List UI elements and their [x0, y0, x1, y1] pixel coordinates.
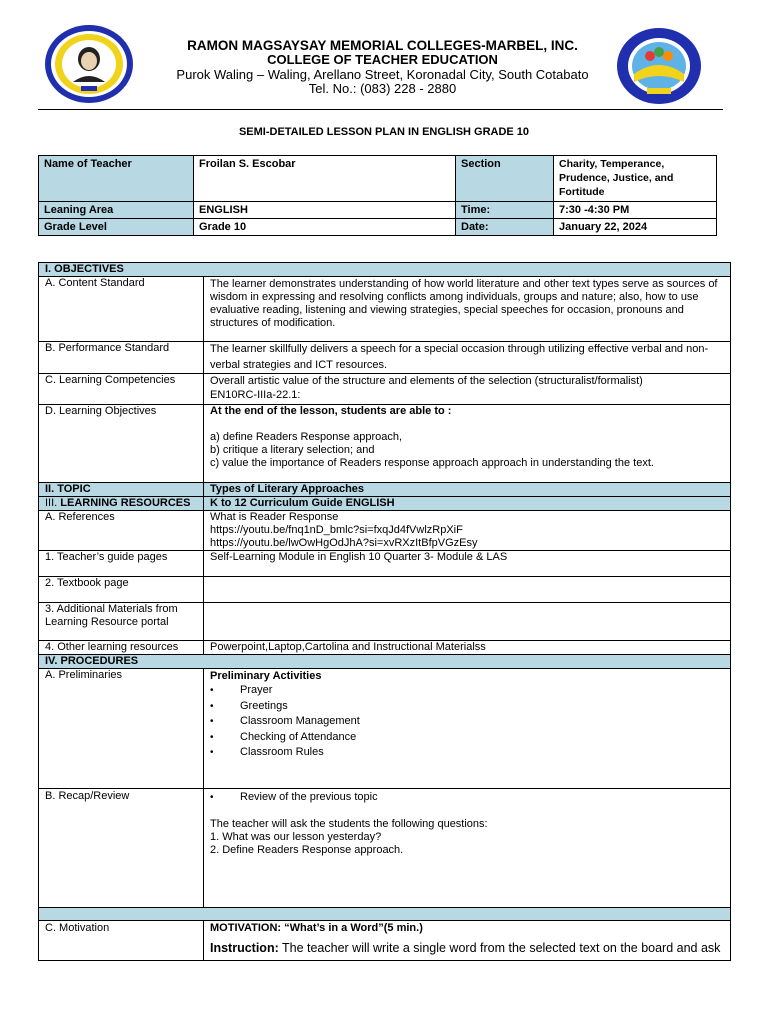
list-item: • Classroom Management	[210, 714, 724, 730]
list-item: • Prayer	[210, 683, 724, 699]
objectives-heading: I. OBJECTIVES	[39, 263, 731, 277]
recap-label: B. Recap/Review	[39, 789, 204, 908]
motivation-cell	[204, 921, 731, 961]
competencies-text: Overall artistic value of the structure and elements of the selection (structuralist/formalist)	[210, 375, 643, 387]
teacher-name: Froilan S. Escobar	[194, 156, 456, 202]
recap-list	[210, 790, 724, 806]
references-cell	[204, 511, 731, 551]
procedures-heading: IV. PROCEDURES	[39, 655, 731, 669]
area-label: Leaning Area	[39, 202, 194, 219]
instruction-text: The teacher will write a single word from the selected text on the board and ask	[278, 941, 721, 955]
competencies-label: C. Learning Competencies	[39, 374, 204, 405]
motivation-title: MOTIVATION: “What’s in a Word”(5 min.)	[210, 922, 423, 934]
motivation-label: C. Motivation	[39, 921, 204, 961]
learning-objective-b: b) critique a literary selection; and	[210, 444, 375, 456]
grade-label: Grade Level	[39, 219, 194, 236]
recap-cell	[204, 789, 731, 908]
learning-objectives-intro: At the end of the lesson, students are able to :	[210, 405, 452, 417]
list-item: • Classroom Rules	[210, 745, 724, 761]
time-value: 7:30 -4:30 PM	[554, 202, 717, 219]
section-value: Charity, Temperance, Prudence, Justice, and Fortitude	[554, 156, 717, 202]
reference-link-2[interactable]: https://youtu.be/lwOwHgOdJhA?si=xvRXzItBfpVGzEsy	[210, 537, 478, 549]
competencies-cell	[204, 374, 731, 405]
additional-materials-value	[204, 603, 731, 641]
section-divider-band	[39, 908, 731, 921]
additional-materials-label-line2: Learning Resource portal	[45, 616, 169, 628]
reference-link-1[interactable]: https://youtu.be/fnq1nD_bmlc?si=fxqJd4fVwlzRpXiF	[210, 524, 463, 536]
list-item: • Greetings	[210, 699, 724, 715]
document-title: SEMI-DETAILED LESSON PLAN IN ENGLISH GRADE 10	[238, 126, 530, 138]
preliminaries-title: Preliminary Activities	[210, 670, 322, 682]
school-name: RAMON MAGSAYSAY MEMORIAL COLLEGES-MARBEL, INC.	[187, 38, 578, 53]
recap-question-1: 1. What was our lesson yesterday?	[210, 830, 382, 843]
additional-materials-label	[39, 603, 204, 641]
list-item: • Review of the previous topic	[210, 790, 724, 806]
resources-label-prefix: III.	[45, 497, 61, 509]
learning-objective-c: c) value the importance of Readers response approach approach in understanding the text.	[210, 457, 654, 469]
topic-value: Types of Literary Approaches	[204, 483, 731, 497]
competencies-code: EN10RC-IIIa-22.1:	[210, 389, 301, 401]
learning-objectives-label: D. Learning Objectives	[39, 405, 204, 483]
grade-value: Grade 10	[194, 219, 456, 236]
learning-objectives-cell	[204, 405, 731, 483]
resources-value: K to 12 Curriculum Guide ENGLISH	[204, 497, 731, 511]
resources-label-rest: LEARNING RESOURCES	[60, 497, 191, 509]
date-value: January 22, 2024	[554, 219, 717, 236]
time-label: Time:	[456, 202, 554, 219]
college-name: COLLEGE OF TEACHER EDUCATION	[267, 52, 498, 67]
lesson-plan-table	[38, 262, 731, 961]
learning-objective-a: a) define Readers Response approach,	[210, 431, 403, 443]
instruction-label: Instruction:	[210, 941, 279, 955]
teachers-guide-label: 1. Teacher’s guide pages	[39, 551, 204, 577]
references-label: A. References	[39, 511, 204, 551]
preliminaries-label: A. Preliminaries	[39, 669, 204, 789]
list-item: • Checking of Attendance	[210, 730, 724, 746]
reference-title: What is Reader Response	[210, 511, 339, 523]
teacher-info-table	[38, 155, 717, 236]
performance-standard-text: The learner skillfully delivers a speech for a special occasion through utilizing effective verbal and non-verbal strategies and ICT resources.	[204, 342, 731, 374]
school-address: Purok Waling – Waling, Arellano Street, Koronadal City, South Cotabato	[176, 67, 589, 82]
recap-intro: The teacher will ask the students the following questions:	[210, 817, 488, 830]
content-standard-text: The learner demonstrates understanding of how world literature and other text types serve as sources of wisdom in expressing and resolving conflicts among individuals, groups and nature; also, how to use evaluative reading, listening and viewing strategies, special speeches for occasion, pronouns and structures of modification.	[204, 277, 731, 342]
other-resources-value: Powerpoint,Laptop,Cartolina and Instructional Materialss	[204, 641, 731, 655]
recap-question-2: 2. Define Readers Response approach.	[210, 843, 404, 856]
content-standard-label: A. Content Standard	[39, 277, 204, 342]
textbook-label: 2. Textbook page	[39, 577, 204, 603]
teacher-label: Name of Teacher	[39, 156, 194, 202]
header-divider	[38, 109, 723, 110]
section-label: Section	[456, 156, 554, 202]
teachers-guide-value: Self-Learning Module in English 10 Quarter 3- Module & LAS	[204, 551, 731, 577]
school-seal-logo	[44, 24, 134, 104]
school-telephone: Tel. No.: (083) 228 - 2880	[308, 81, 457, 96]
area-value: ENGLISH	[194, 202, 456, 219]
resources-label	[39, 497, 204, 511]
motivation-instruction	[210, 942, 724, 955]
performance-standard-label: B. Performance Standard	[39, 342, 204, 374]
topic-label: II. TOPIC	[39, 483, 204, 497]
other-resources-label: 4. Other learning resources	[39, 641, 204, 655]
textbook-value	[204, 577, 731, 603]
preliminaries-cell	[204, 669, 731, 789]
date-label: Date:	[456, 219, 554, 236]
college-seal-logo	[614, 26, 704, 106]
preliminaries-list	[210, 683, 724, 761]
additional-materials-label-line1: 3. Additional Materials from	[45, 603, 178, 615]
